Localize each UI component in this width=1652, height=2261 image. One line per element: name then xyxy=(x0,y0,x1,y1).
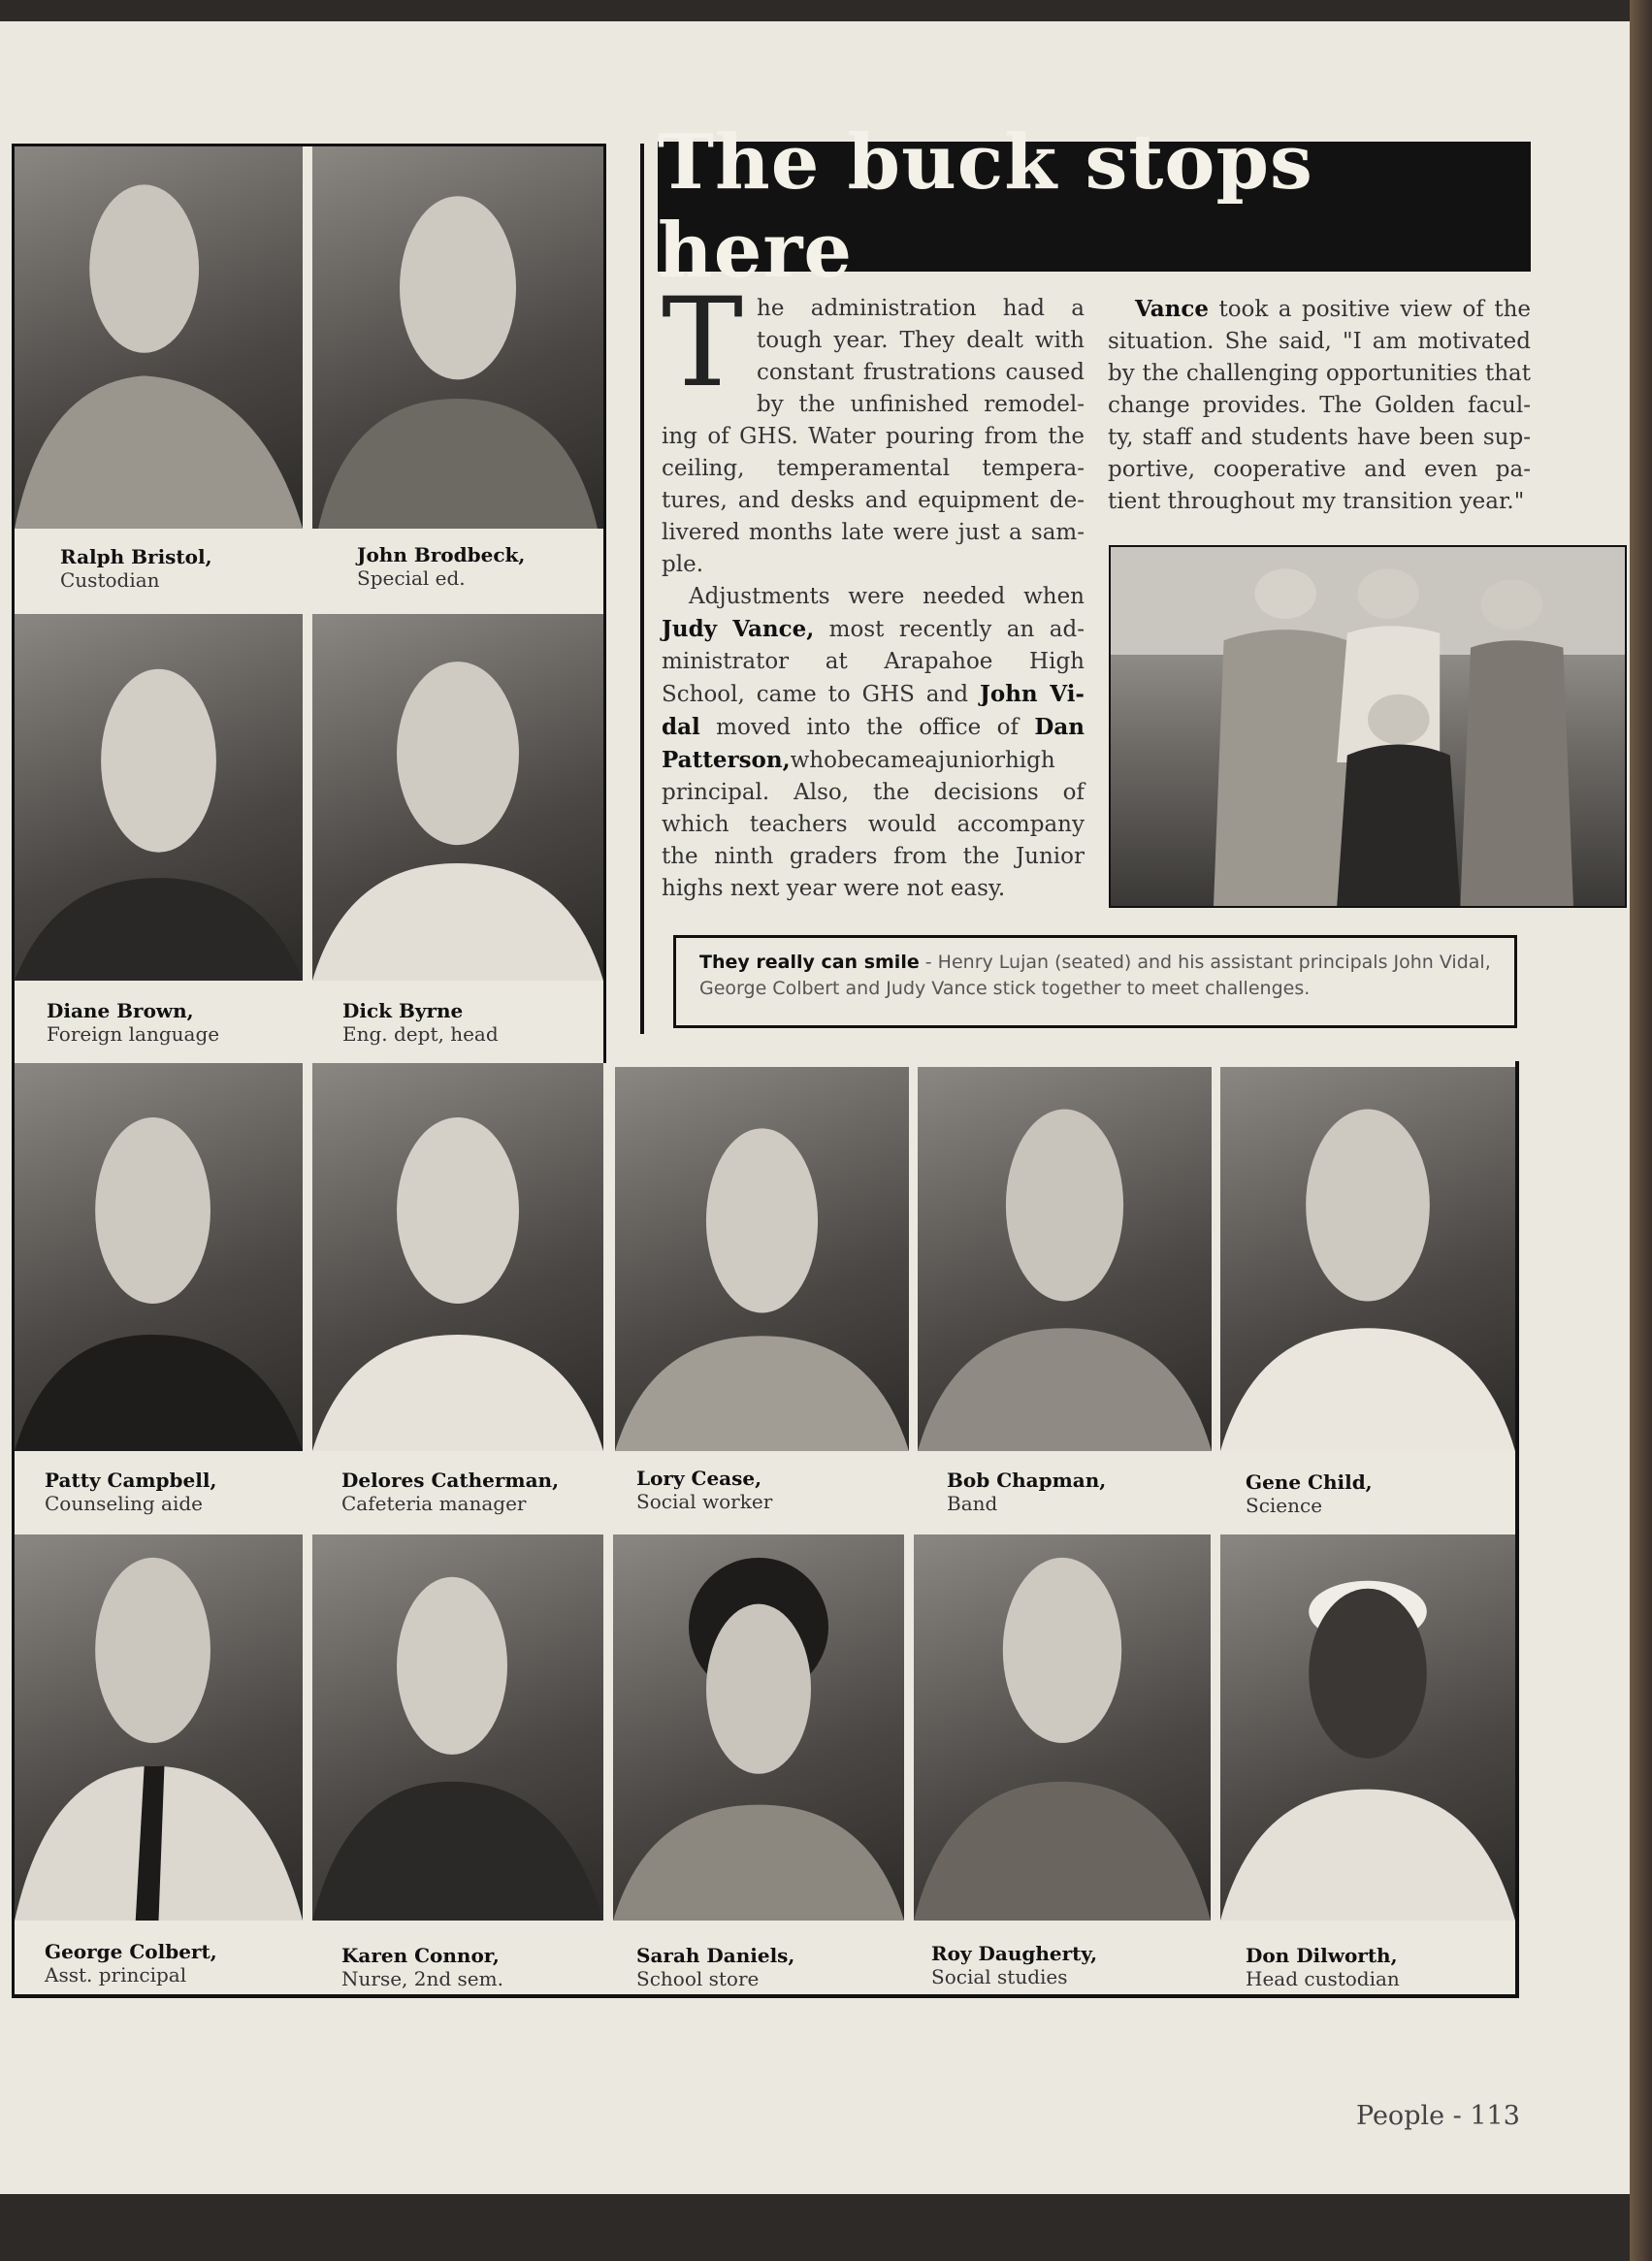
caption-text: - Henry Lujan (seated) and his assistant principals John Vidal, George Colbert and Judy Vance stick together to meet challenges. xyxy=(699,952,1491,999)
frame-bottom-line xyxy=(12,1994,1519,1998)
article-column-right xyxy=(1108,293,1531,518)
article-paragraph-1 xyxy=(662,272,1085,581)
staff-name: Roy Daugherty, xyxy=(931,1942,1098,1965)
frame-right-line xyxy=(1515,1061,1519,1998)
staff-role: Special ed. xyxy=(357,566,466,590)
staff-name: Diane Brown, xyxy=(47,999,194,1022)
staff-role: Nurse, 2nd sem. xyxy=(341,1967,503,1990)
staff-name: Sarah Daniels, xyxy=(636,1944,795,1967)
caption-bob-chapman xyxy=(947,1469,1106,1515)
drop-cap: T xyxy=(662,272,744,414)
staff-name: Bob Chapman, xyxy=(947,1469,1107,1492)
group-photo-administrators xyxy=(1109,545,1627,908)
portrait-roy-daugherty xyxy=(914,1534,1211,1921)
staff-name: Patty Campbell, xyxy=(45,1469,217,1492)
portrait-gene-child xyxy=(1220,1067,1515,1451)
caption-roy-daugherty xyxy=(931,1942,1097,1988)
caption-lead: They really can smile xyxy=(699,952,920,973)
headline-banner xyxy=(658,118,1531,295)
column-divider xyxy=(640,144,644,1034)
staff-role: Counseling aide xyxy=(45,1492,203,1515)
headline: The buck stops here xyxy=(658,118,1313,295)
paragraph-1-text: he administration had a tough year. They dealt with constant frustrations caused by the unfinished remodel-ing of GHS. Water pouring from the ceiling, temperamental tempera-tures, and desks and equipment de-livered months late were just a sam-ple. xyxy=(662,296,1085,577)
article-paragraph-2: Adjustments were needed when Judy Vance, most recently an ad-ministrator at Arapahoe High School, came to GHS and John Vi-dal moved into the office of Dan Patterson,whobecameajuniorhigh principal. Also, the decisions of which teachers would accompany the ninth graders from the Junior highs next year were not easy. xyxy=(662,584,1085,901)
page-edge xyxy=(1630,0,1652,2261)
portrait-lory-cease xyxy=(615,1067,909,1451)
page-number: People - 113 xyxy=(1356,2101,1520,2131)
caption-george-colbert xyxy=(45,1940,217,1986)
portrait-ralph-bristol xyxy=(15,146,303,529)
caption-karen-connor xyxy=(341,1944,503,1990)
caption-diane-brown xyxy=(47,999,219,1046)
staff-name: John Brodbeck, xyxy=(357,543,526,566)
portrait-john-brodbeck xyxy=(312,146,603,529)
portrait-delores-catherman xyxy=(312,1063,603,1451)
caption-dick-byrne xyxy=(342,999,499,1046)
caption-don-dilworth xyxy=(1246,1944,1400,1990)
staff-name: Don Dilworth, xyxy=(1246,1944,1398,1967)
group-photo-caption xyxy=(673,935,1517,1028)
staff-role: Foreign language xyxy=(47,1022,220,1046)
name-john-vidal: John Vi-dal xyxy=(662,681,1085,740)
caption-ralph-bristol xyxy=(60,545,212,592)
caption-lory-cease xyxy=(636,1467,772,1513)
article-paragraph-3: Vance took a positive view of the situation. She said, "I am motivated by the challenging opportunities that change provides. The Golden facul-ty, staff and students have been sup-portive, cooperative and even pa-tient throughout my transition year." xyxy=(1108,296,1531,514)
staff-role: School store xyxy=(636,1967,760,1990)
staff-role: Social studies xyxy=(931,1965,1068,1988)
portrait-diane-brown xyxy=(15,614,303,981)
caption-gene-child xyxy=(1246,1470,1373,1517)
portrait-karen-connor xyxy=(312,1534,603,1921)
staff-role: Band xyxy=(947,1492,998,1515)
caption-delores-catherman xyxy=(341,1469,559,1515)
portrait-don-dilworth xyxy=(1220,1534,1515,1921)
staff-name: Karen Connor, xyxy=(341,1944,500,1967)
article-column-left xyxy=(662,272,1085,905)
portrait-patty-campbell xyxy=(15,1063,303,1451)
staff-role: Eng. dept, head xyxy=(342,1022,499,1046)
caption-patty-campbell xyxy=(45,1469,216,1515)
portrait-bob-chapman xyxy=(918,1067,1212,1451)
staff-role: Social worker xyxy=(636,1490,773,1513)
staff-role: Asst. principal xyxy=(45,1963,187,1986)
portrait-george-colbert xyxy=(15,1534,303,1921)
staff-role: Science xyxy=(1246,1494,1323,1517)
staff-name: George Colbert, xyxy=(45,1940,217,1963)
caption-john-brodbeck xyxy=(357,543,525,590)
portrait-dick-byrne xyxy=(312,614,603,981)
frame-right-line-top xyxy=(603,144,606,1063)
staff-name: Dick Byrne xyxy=(342,999,464,1022)
staff-name: Lory Cease, xyxy=(636,1467,762,1490)
name-vance: Vance xyxy=(1135,296,1209,322)
name-judy-vance: Judy Vance, xyxy=(662,616,815,642)
staff-role: Cafeteria manager xyxy=(341,1492,527,1515)
staff-name: Delores Catherman, xyxy=(341,1469,560,1492)
staff-role: Head custodian xyxy=(1246,1967,1400,1990)
staff-name: Gene Child, xyxy=(1246,1470,1373,1494)
staff-name: Ralph Bristol, xyxy=(60,545,212,568)
portrait-sarah-daniels xyxy=(613,1534,904,1921)
name-dan-patterson: Dan Patterson, xyxy=(662,714,1085,773)
caption-sarah-daniels xyxy=(636,1944,794,1990)
staff-role: Custodian xyxy=(60,568,160,592)
